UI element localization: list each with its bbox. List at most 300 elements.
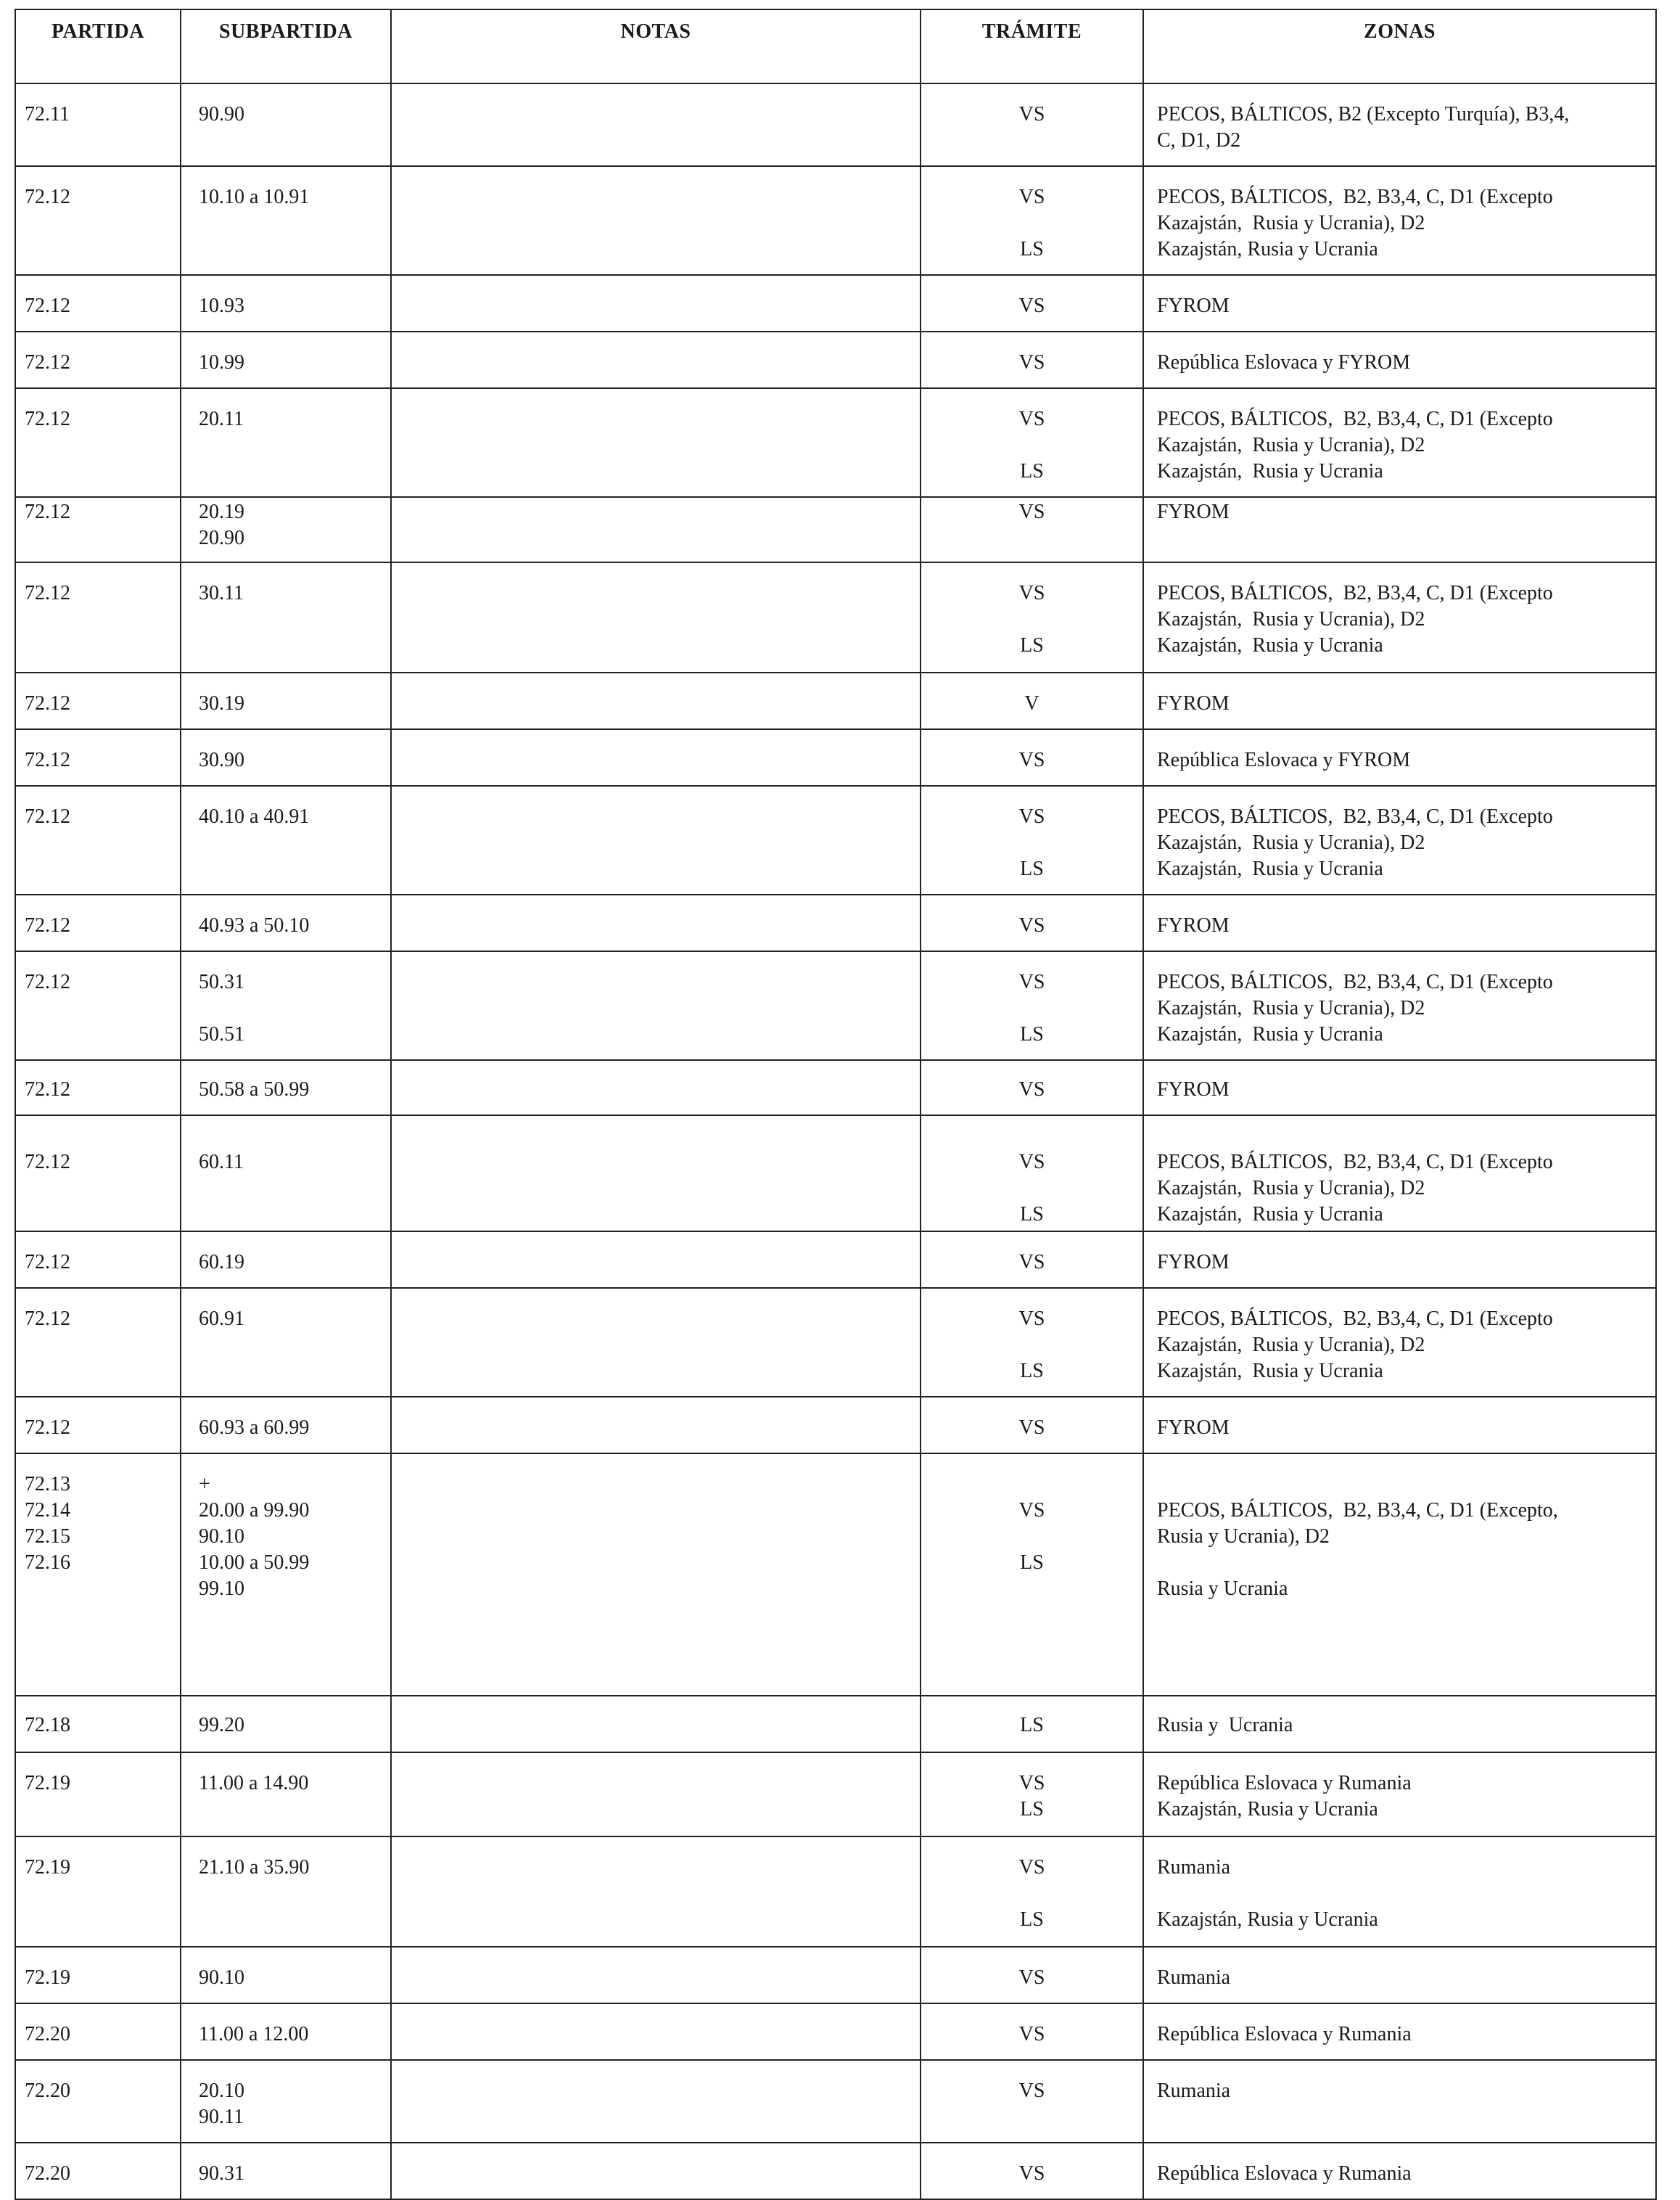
- tramite-line: LS: [1020, 1551, 1044, 1574]
- notas-cell: [391, 1752, 921, 1836]
- zonas-line: FYROM: [1157, 1251, 1230, 1273]
- partida-line: 72.13: [25, 1473, 70, 1495]
- zonas-line: C, D1, D2: [1157, 129, 1241, 152]
- table-row: [15, 895, 1656, 951]
- notas-cell: [391, 951, 921, 1060]
- subpartida-cell: [181, 166, 391, 275]
- zonas-line: PECOS, BÁLTICOS, B2, B3,4, C, D1 (Excepto: [1157, 1308, 1553, 1330]
- tramite-line: LS: [1020, 1714, 1044, 1736]
- tramite-cell: [921, 895, 1143, 951]
- tramite-line: LS: [1020, 634, 1044, 657]
- tramite-line: V: [1024, 692, 1039, 715]
- partida-line: 72.12: [25, 1078, 70, 1101]
- subpartida-cell: [181, 1947, 391, 2003]
- zonas-line: Kazajstán, Rusia y Ucrania: [1157, 858, 1383, 880]
- partida-cell: [15, 2003, 181, 2060]
- notas-cell: [391, 497, 921, 562]
- partida-line: 72.12: [25, 1416, 70, 1439]
- tramite-line: VS: [1018, 1151, 1045, 1173]
- table-row: [15, 2060, 1656, 2143]
- tramite-cell: [921, 2003, 1143, 2060]
- subpartida-line: 50.58 a 50.99: [199, 1078, 310, 1101]
- zonas-line: FYROM: [1157, 501, 1230, 523]
- subpartida-cell: [181, 1836, 391, 1947]
- zonas-line: Rusia y Ucrania), D2: [1157, 1525, 1330, 1548]
- table-row: [15, 332, 1656, 388]
- tramite-line: VS: [1018, 186, 1045, 208]
- notas-cell: [391, 1060, 921, 1115]
- tramite-line: VS: [1018, 1416, 1045, 1439]
- notas-cell: [391, 166, 921, 275]
- tramite-cell: [921, 2060, 1143, 2143]
- tramite-line: LS: [1020, 1203, 1044, 1226]
- subpartida-line: 20.19: [199, 501, 244, 523]
- subpartida-line: [199, 996, 390, 1022]
- notas-cell: [391, 562, 921, 673]
- tramite-line: VS: [1018, 501, 1045, 523]
- table-row: [15, 1115, 1656, 1231]
- partida-cell: [15, 1947, 181, 2003]
- subpartida-line: 10.00 a 50.99: [199, 1551, 310, 1574]
- notas-cell: [391, 332, 921, 388]
- tramite-line: VS: [1018, 749, 1045, 771]
- zonas-line: República Eslovaca y FYROM: [1157, 351, 1411, 374]
- notas-cell: [391, 2143, 921, 2199]
- tramite-cell: [921, 166, 1143, 275]
- table-row: [15, 1288, 1656, 1397]
- table-row: [15, 673, 1656, 729]
- subpartida-cell: [181, 497, 391, 562]
- zonas-line: Kazajstán, Rusia y Ucrania: [1157, 1023, 1383, 1046]
- tramite-line: [921, 1524, 1142, 1550]
- table-row: [15, 497, 1656, 562]
- zonas-line: FYROM: [1157, 914, 1230, 937]
- zonas-cell: [1143, 1115, 1656, 1231]
- partida-line: 72.20: [25, 2023, 70, 2045]
- tramite-line: VS: [1018, 582, 1045, 604]
- notas-cell: [391, 1288, 921, 1397]
- table-row: [15, 1696, 1656, 1752]
- notas-cell: [391, 673, 921, 729]
- partida-cell: [15, 497, 181, 562]
- subpartida-cell: [181, 83, 391, 166]
- zonas-line: Rumania: [1157, 2080, 1231, 2102]
- partida-line: 72.12: [25, 408, 70, 430]
- partida-line: 72.12: [25, 914, 70, 937]
- partida-line: 72.19: [25, 1966, 70, 1989]
- notas-cell: [391, 1947, 921, 2003]
- table-row: [15, 562, 1656, 673]
- tariff-table: [15, 9, 1657, 2200]
- zonas-cell: [1143, 1231, 1656, 1288]
- subpartida-cell: [181, 1288, 391, 1397]
- table-row: [15, 388, 1656, 497]
- tramite-line: VS: [1018, 914, 1045, 937]
- tramite-line: VS: [1018, 2162, 1045, 2185]
- zonas-cell: [1143, 673, 1656, 729]
- subpartida-cell: [181, 729, 391, 786]
- partida-line: 72.19: [25, 1772, 70, 1794]
- tramite-cell: [921, 786, 1143, 895]
- partida-line: 72.16: [25, 1551, 70, 1574]
- tramite-cell: [921, 332, 1143, 388]
- partida-line: 72.14: [25, 1499, 70, 1522]
- subpartida-line: 20.90: [199, 527, 244, 549]
- tramite-line: VS: [1018, 1966, 1045, 1989]
- tramite-line: LS: [1020, 1798, 1044, 1821]
- zonas-cell: [1143, 1752, 1656, 1836]
- subpartida-cell: [181, 388, 391, 497]
- partida-line: 72.15: [25, 1525, 70, 1548]
- table-body: [15, 83, 1656, 2199]
- zonas-line: Kazajstán, Rusia y Ucrania: [1157, 238, 1378, 260]
- zonas-cell: [1143, 1453, 1656, 1696]
- tramite-line: VS: [1018, 1308, 1045, 1330]
- zonas-line: PECOS, BÁLTICOS, B2, B3,4, C, D1 (Excepto: [1157, 805, 1553, 828]
- zonas-line: FYROM: [1157, 692, 1230, 715]
- notas-cell: [391, 388, 921, 497]
- subpartida-line: 60.91: [199, 1308, 244, 1330]
- tramite-cell: [921, 497, 1143, 562]
- zonas-line: Kazajstán, Rusia y Ucrania: [1157, 1360, 1383, 1382]
- subpartida-cell: [181, 673, 391, 729]
- partida-cell: [15, 1060, 181, 1115]
- partida-cell: [15, 1836, 181, 1947]
- tramite-cell: [921, 2143, 1143, 2199]
- partida-cell: [15, 951, 181, 1060]
- notas-cell: [391, 895, 921, 951]
- notas-cell: [391, 729, 921, 786]
- zonas-line: Rumania: [1157, 1856, 1231, 1879]
- zonas-cell: [1143, 895, 1656, 951]
- zonas-line: FYROM: [1157, 295, 1230, 317]
- zonas-cell: [1143, 2003, 1656, 2060]
- zonas-cell: [1143, 1696, 1656, 1752]
- zonas-cell: [1143, 83, 1656, 166]
- partida-cell: [15, 1288, 181, 1397]
- partida-cell: [15, 895, 181, 951]
- partida-line: 72.12: [25, 295, 70, 317]
- tramite-line: VS: [1018, 2023, 1045, 2045]
- subpartida-line: 60.11: [199, 1151, 244, 1173]
- partida-cell: [15, 562, 181, 673]
- partida-line: 72.12: [25, 692, 70, 715]
- tramite-line: VS: [1018, 1856, 1045, 1879]
- table-row: [15, 1836, 1656, 1947]
- tramite-line: VS: [1018, 805, 1045, 828]
- subpartida-line: 10.99: [199, 351, 244, 374]
- tramite-line: VS: [1018, 1499, 1045, 1522]
- zonas-line: República Eslovaca y Rumania: [1157, 1772, 1412, 1794]
- tramite-line: [921, 830, 1142, 856]
- tramite-cell: [921, 83, 1143, 166]
- subpartida-line: 11.00 a 14.90: [199, 1772, 309, 1794]
- partida-cell: [15, 1231, 181, 1288]
- subpartida-line: 10.93: [199, 295, 244, 317]
- partida-cell: [15, 332, 181, 388]
- partida-line: 72.12: [25, 1308, 70, 1330]
- tramite-line: [921, 1332, 1142, 1358]
- zonas-line: PECOS, BÁLTICOS, B2, B3,4, C, D1 (Excepto: [1157, 1151, 1553, 1173]
- partida-cell: [15, 1115, 181, 1231]
- zonas-cell: [1143, 1397, 1656, 1453]
- table-row: [15, 729, 1656, 786]
- zonas-cell: [1143, 1947, 1656, 2003]
- zonas-cell: [1143, 2060, 1656, 2143]
- subpartida-line: 99.10: [199, 1577, 244, 1600]
- table-row: [15, 275, 1656, 332]
- table-row: [15, 951, 1656, 1060]
- zonas-line: [1157, 1881, 1655, 1907]
- subpartida-line: 20.00 a 99.90: [199, 1499, 310, 1522]
- subpartida-cell: [181, 1231, 391, 1288]
- table-row: [15, 1947, 1656, 2003]
- subpartida-line: 50.51: [199, 1023, 244, 1046]
- tramite-line: VS: [1018, 408, 1045, 430]
- zonas-line: Rumania: [1157, 1966, 1231, 1989]
- tramite-line: [921, 996, 1142, 1022]
- subpartida-line: 60.19: [199, 1251, 244, 1273]
- subpartida-line: 50.31: [199, 971, 244, 993]
- notas-cell: [391, 2060, 921, 2143]
- tramite-cell: [921, 673, 1143, 729]
- subpartida-cell: [181, 275, 391, 332]
- zonas-line: Kazajstán, Rusia y Ucrania), D2: [1157, 608, 1425, 631]
- partida-line: 72.12: [25, 749, 70, 771]
- table-row: [15, 1060, 1656, 1115]
- zonas-line: PECOS, BÁLTICOS, B2, B3,4, C, D1 (Excepto: [1157, 186, 1553, 208]
- subpartida-line: 20.10: [199, 2080, 244, 2102]
- tramite-line: LS: [1020, 1023, 1044, 1046]
- zonas-cell: [1143, 1836, 1656, 1947]
- zonas-line: PECOS, BÁLTICOS, B2, B3,4, C, D1 (Excepto: [1157, 582, 1553, 604]
- tramite-line: LS: [1020, 858, 1044, 880]
- zonas-line: Rusia y Ucrania: [1157, 1714, 1293, 1736]
- tramite-cell: [921, 1231, 1143, 1288]
- subpartida-cell: [181, 2003, 391, 2060]
- subpartida-cell: [181, 1115, 391, 1231]
- zonas-line: Kazajstán, Rusia y Ucrania: [1157, 1203, 1383, 1226]
- tramite-line: [921, 1472, 1142, 1498]
- tramite-cell: [921, 1947, 1143, 2003]
- partida-cell: [15, 166, 181, 275]
- tramite-cell: [921, 1696, 1143, 1752]
- notas-cell: [391, 1115, 921, 1231]
- zonas-line: Kazajstán, Rusia y Ucrania), D2: [1157, 434, 1425, 456]
- zonas-line: Kazajstán, Rusia y Ucrania), D2: [1157, 832, 1425, 854]
- partida-line: 72.12: [25, 351, 70, 374]
- notas-cell: [391, 786, 921, 895]
- subpartida-cell: [181, 1397, 391, 1453]
- zonas-line: Rusia y Ucrania: [1157, 1577, 1288, 1600]
- zonas-line: Kazajstán, Rusia y Ucrania), D2: [1157, 1177, 1425, 1199]
- tramite-line: VS: [1018, 1078, 1045, 1101]
- tramite-cell: [921, 1836, 1143, 1947]
- zonas-cell: [1143, 1288, 1656, 1397]
- zonas-cell: [1143, 388, 1656, 497]
- zonas-cell: [1143, 562, 1656, 673]
- notas-cell: [391, 1836, 921, 1947]
- zonas-line: Kazajstán, Rusia y Ucrania), D2: [1157, 1334, 1425, 1356]
- partida-cell: [15, 1397, 181, 1453]
- zonas-cell: [1143, 786, 1656, 895]
- zonas-cell: [1143, 166, 1656, 275]
- notas-cell: [391, 1231, 921, 1288]
- subpartida-line: 90.10: [199, 1525, 244, 1548]
- zonas-line: Kazajstán, Rusia y Ucrania), D2: [1157, 212, 1425, 234]
- tramite-line: VS: [1018, 103, 1045, 126]
- tramite-line: LS: [1020, 1360, 1044, 1382]
- subpartida-cell: [181, 786, 391, 895]
- tramite-line: VS: [1018, 2080, 1045, 2102]
- zonas-line: PECOS, BÁLTICOS, B2, B3,4, C, D1 (Excepto: [1157, 408, 1553, 430]
- header-notas: NOTAS: [391, 9, 921, 83]
- tramite-cell: [921, 951, 1143, 1060]
- zonas-line: Kazajstán, Rusia y Ucrania: [1157, 634, 1383, 657]
- zonas-line: República Eslovaca y Rumania: [1157, 2162, 1412, 2185]
- subpartida-cell: [181, 1752, 391, 1836]
- notas-cell: [391, 83, 921, 166]
- tramite-line: [921, 432, 1142, 459]
- zonas-cell: [1143, 1060, 1656, 1115]
- subpartida-line: 99.20: [199, 1714, 244, 1736]
- partida-cell: [15, 1752, 181, 1836]
- partida-cell: [15, 388, 181, 497]
- zonas-cell: [1143, 951, 1656, 1060]
- tramite-line: [921, 210, 1142, 237]
- zonas-line: [1157, 1550, 1655, 1576]
- tramite-cell: [921, 1288, 1143, 1397]
- tramite-line: VS: [1018, 971, 1045, 993]
- table-row: [15, 1752, 1656, 1836]
- zonas-line: FYROM: [1157, 1416, 1230, 1439]
- tramite-cell: [921, 1752, 1143, 1836]
- partida-line: 72.19: [25, 1856, 70, 1879]
- subpartida-line: 30.11: [199, 582, 244, 604]
- partida-line: 72.12: [25, 501, 70, 523]
- tramite-line: [921, 1175, 1142, 1202]
- subpartida-line: +: [199, 1473, 210, 1495]
- partida-line: 72.12: [25, 805, 70, 828]
- subpartida-line: 90.10: [199, 1966, 244, 1989]
- zonas-line: Kazajstán, Rusia y Ucrania: [1157, 1908, 1378, 1931]
- zonas-line: [1157, 1472, 1655, 1498]
- partida-cell: [15, 1453, 181, 1696]
- zonas-line: PECOS, BÁLTICOS, B2, B3,4, C, D1 (Excepto,: [1157, 1499, 1558, 1522]
- subpartida-line: 21.10 a 35.90: [199, 1856, 310, 1879]
- zonas-cell: [1143, 332, 1656, 388]
- header-row: [15, 9, 1656, 83]
- tramite-cell: [921, 562, 1143, 673]
- tramite-cell: [921, 1060, 1143, 1115]
- zonas-line: PECOS, BÁLTICOS, B2, B3,4, C, D1 (Excepto: [1157, 971, 1553, 993]
- subpartida-cell: [181, 1696, 391, 1752]
- subpartida-line: 30.90: [199, 749, 244, 771]
- subpartida-line: 30.19: [199, 692, 244, 715]
- partida-line: 72.12: [25, 186, 70, 208]
- subpartida-line: 10.10 a 10.91: [199, 186, 310, 208]
- notas-cell: [391, 2003, 921, 2060]
- table-row: [15, 2143, 1656, 2199]
- tramite-cell: [921, 1115, 1143, 1231]
- zonas-line: FYROM: [1157, 1078, 1230, 1101]
- zonas-line: Kazajstán, Rusia y Ucrania), D2: [1157, 997, 1425, 1019]
- subpartida-cell: [181, 562, 391, 673]
- tramite-cell: [921, 275, 1143, 332]
- header-zonas: ZONAS: [1143, 9, 1656, 83]
- subpartida-cell: [181, 951, 391, 1060]
- zonas-cell: [1143, 497, 1656, 562]
- partida-cell: [15, 2060, 181, 2143]
- subpartida-cell: [181, 1453, 391, 1696]
- tramite-line: LS: [1020, 460, 1044, 483]
- partida-line: 72.12: [25, 582, 70, 604]
- partida-cell: [15, 275, 181, 332]
- zonas-line: Kazajstán, Rusia y Ucrania: [1157, 460, 1383, 483]
- table-row: [15, 166, 1656, 275]
- tramite-line: VS: [1018, 1772, 1045, 1794]
- tramite-line: LS: [1020, 1908, 1044, 1931]
- table-header: [15, 9, 1656, 83]
- table-row: [15, 1397, 1656, 1453]
- header-subpartida: SUBPARTIDA: [181, 9, 391, 83]
- tramite-cell: [921, 388, 1143, 497]
- zonas-cell: [1143, 275, 1656, 332]
- subpartida-line: 60.93 a 60.99: [199, 1416, 310, 1439]
- partida-line: 72.11: [25, 103, 70, 126]
- tramite-cell: [921, 729, 1143, 786]
- subpartida-line: 11.00 a 12.00: [199, 2023, 309, 2045]
- subpartida-line: 20.11: [199, 408, 244, 430]
- tramite-line: VS: [1018, 295, 1045, 317]
- header-partida: PARTIDA: [15, 9, 181, 83]
- notas-cell: [391, 1696, 921, 1752]
- notas-cell: [391, 275, 921, 332]
- table-row: [15, 786, 1656, 895]
- subpartida-cell: [181, 2143, 391, 2199]
- zonas-line: República Eslovaca y Rumania: [1157, 2023, 1412, 2045]
- subpartida-line: 40.10 a 40.91: [199, 805, 310, 828]
- partida-cell: [15, 1696, 181, 1752]
- partida-cell: [15, 83, 181, 166]
- table-row: [15, 1231, 1656, 1288]
- subpartida-line: 90.90: [199, 103, 244, 126]
- zonas-cell: [1143, 729, 1656, 786]
- partida-cell: [15, 673, 181, 729]
- tramite-line: LS: [1020, 238, 1044, 260]
- notas-cell: [391, 1453, 921, 1696]
- subpartida-cell: [181, 332, 391, 388]
- zonas-line: PECOS, BÁLTICOS, B2 (Excepto Turquía), B3,4,: [1157, 103, 1570, 126]
- zonas-line: Kazajstán, Rusia y Ucrania: [1157, 1798, 1378, 1821]
- zonas-cell: [1143, 2143, 1656, 2199]
- subpartida-line: 40.93 a 50.10: [199, 914, 310, 937]
- subpartida-cell: [181, 2060, 391, 2143]
- subpartida-cell: [181, 1060, 391, 1115]
- partida-line: 72.18: [25, 1714, 70, 1736]
- partida-cell: [15, 2143, 181, 2199]
- partida-line: 72.12: [25, 1151, 70, 1173]
- tramite-cell: [921, 1453, 1143, 1696]
- partida-cell: [15, 729, 181, 786]
- tramite-line: VS: [1018, 1251, 1045, 1273]
- subpartida-line: 90.31: [199, 2162, 244, 2185]
- partida-line: 72.12: [25, 971, 70, 993]
- table-row: [15, 83, 1656, 166]
- partida-line: 72.20: [25, 2080, 70, 2102]
- partida-cell: [15, 786, 181, 895]
- subpartida-line: 90.11: [199, 2106, 244, 2128]
